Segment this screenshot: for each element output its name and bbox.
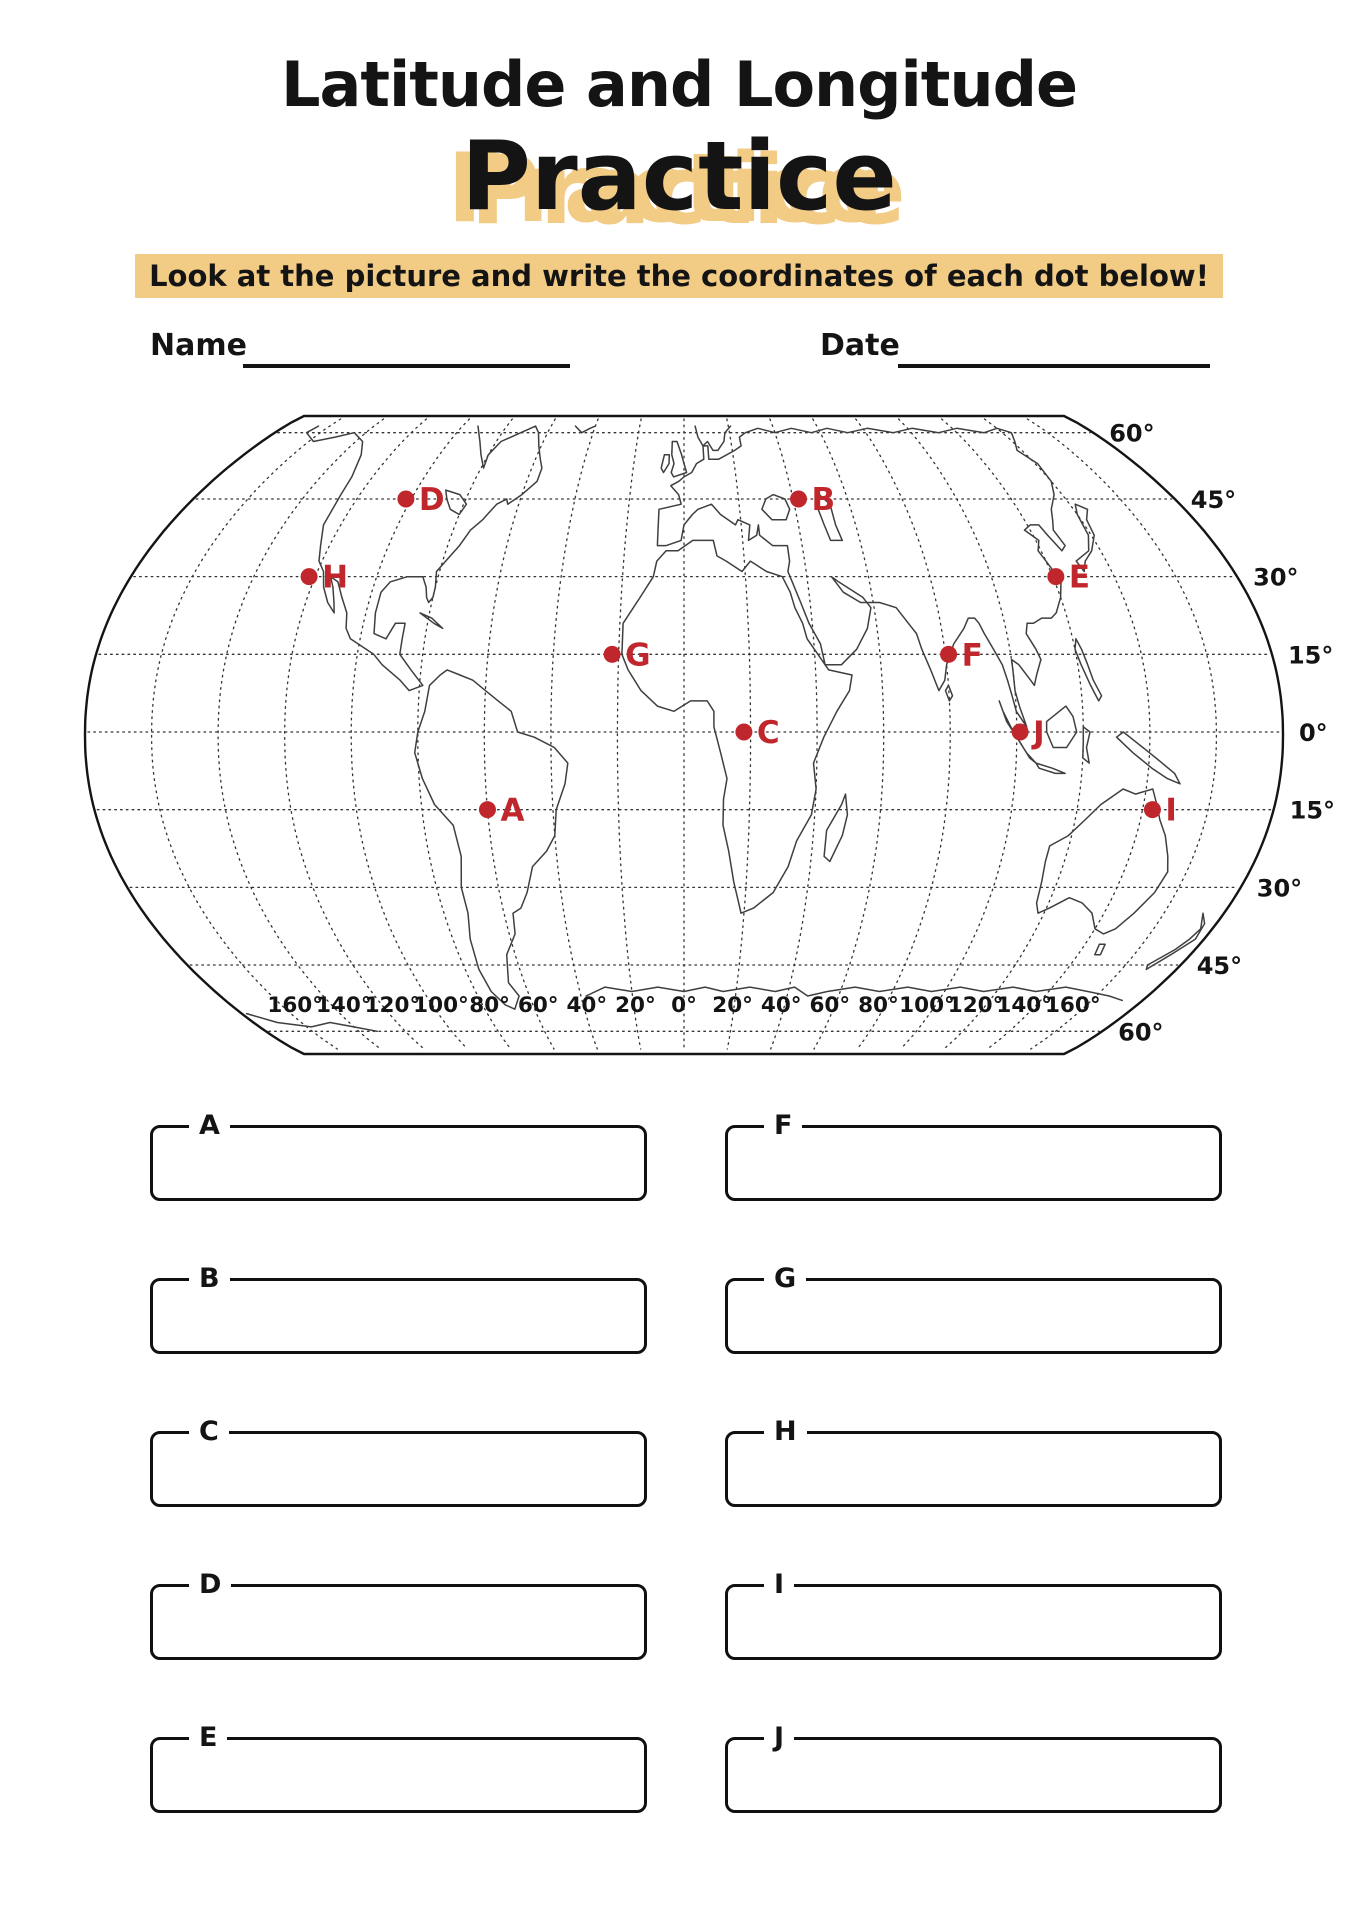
longitude-tick-label: 120° [947, 993, 1004, 1018]
map-dot-label-F: F [961, 637, 983, 674]
map-dot-label-C: C [756, 715, 780, 751]
graticule-meridian [484, 419, 555, 1049]
coastline [1095, 944, 1105, 954]
graticule-meridian [152, 419, 341, 1049]
answer-box-C[interactable] [150, 1416, 647, 1507]
longitude-tick-label: 160° [267, 993, 324, 1018]
answer-box-letter-C: C [189, 1416, 229, 1448]
answer-box-I[interactable] [725, 1569, 1222, 1660]
answer-box-letter-D: D [189, 1569, 231, 1601]
coastline [1036, 763, 1065, 773]
longitude-tick-label: 140° [315, 993, 372, 1018]
coastline [657, 428, 1065, 727]
coastline [420, 613, 443, 629]
longitude-tick-label: 120° [364, 993, 421, 1018]
coastline [762, 495, 790, 520]
longitude-tick-label: 160° [1044, 993, 1101, 1018]
answer-box-H[interactable] [725, 1416, 1222, 1507]
map-dot-G [604, 646, 621, 663]
coastline [307, 426, 542, 690]
graticule-meridian [218, 419, 383, 1049]
longitude-tick-label: 60° [809, 993, 851, 1018]
answer-box-A[interactable] [150, 1110, 647, 1201]
latitude-tick-label: 15° [1289, 796, 1336, 825]
graticule-meridian [617, 419, 641, 1049]
map-dot-H [301, 568, 318, 585]
answer-box-letter-F: F [764, 1110, 802, 1142]
graticule-meridian [813, 419, 884, 1049]
longitude-tick-label: 20° [712, 993, 753, 1018]
latitude-tick-label: 60° [1109, 419, 1155, 448]
longitude-tick-label: 0° [671, 993, 697, 1018]
answer-box-F[interactable] [725, 1110, 1222, 1201]
latitude-tick-label: 15° [1287, 641, 1334, 670]
map-dot-label-A: A [500, 792, 525, 829]
map-dot-I [1144, 801, 1161, 818]
name-label: Name [150, 328, 247, 363]
latitude-tick-label: 30° [1256, 874, 1303, 903]
answer-box-D[interactable] [150, 1569, 647, 1660]
coastline [247, 1014, 378, 1032]
latitude-tick-label: 60° [1118, 1018, 1164, 1047]
graticule-meridian [551, 419, 598, 1049]
latitude-tick-label: 45° [1190, 485, 1237, 514]
name-input-line[interactable] [243, 330, 570, 368]
map-dot-label-H: H [322, 559, 349, 596]
graticule-meridian [985, 419, 1150, 1049]
longitude-tick-label: 100° [899, 993, 955, 1018]
longitude-tick-label: 40° [566, 993, 608, 1018]
graticule-meridian [285, 419, 427, 1049]
map-outline [85, 416, 1283, 1054]
map-dot-label-E: E [1068, 559, 1091, 596]
graticule-meridian [1027, 419, 1216, 1049]
graticule-meridian [942, 419, 1084, 1049]
coastline [1146, 913, 1204, 969]
coastline [576, 426, 596, 433]
coastline [1117, 732, 1180, 784]
answer-box-letter-J: J [764, 1722, 794, 1754]
graticule-meridian [418, 419, 513, 1049]
map-dot-J [1012, 724, 1029, 741]
answer-box-letter-A: A [189, 1110, 230, 1142]
coastline [1037, 789, 1168, 934]
longitude-tick-label: 140° [996, 993, 1053, 1018]
map-dot-D [397, 490, 414, 507]
latitude-tick-label: 0° [1298, 719, 1328, 747]
answer-box-letter-I: I [764, 1569, 794, 1601]
graticule-meridian [856, 419, 951, 1049]
answer-box-letter-E: E [189, 1722, 227, 1754]
longitude-tick-label: 40° [760, 993, 802, 1018]
coastline [946, 685, 953, 701]
longitude-tick-label: 60° [517, 993, 559, 1018]
instruction-banner: Look at the picture and write the coordinates of each dot below! [135, 254, 1223, 298]
latitude-tick-label: 30° [1253, 563, 1299, 592]
map-dot-F [940, 646, 957, 663]
coastline [671, 442, 686, 477]
map-dot-label-B: B [811, 481, 836, 518]
coastline [586, 987, 1122, 1000]
map-dot-label-I: I [1165, 792, 1177, 829]
answer-box-letter-H: H [764, 1416, 807, 1448]
map-dot-E [1047, 568, 1064, 585]
map-dot-B [790, 490, 807, 507]
coastline [695, 426, 730, 450]
page-title-line1: Latitude and Longitude [280, 48, 1078, 121]
coastline [446, 490, 467, 514]
answer-box-B[interactable] [150, 1263, 647, 1354]
graticule-meridian [727, 419, 751, 1049]
map-dot-label-J: J [1033, 715, 1045, 751]
coastline [999, 701, 1036, 763]
coastline [816, 495, 842, 541]
longitude-tick-label: 80° [858, 993, 899, 1018]
map-dot-label-D: D [418, 481, 445, 518]
map-dot-C [735, 724, 752, 741]
page-title-line2: Practice [461, 122, 897, 232]
coastline [661, 455, 669, 473]
graticule-meridian [351, 419, 469, 1049]
longitude-tick-label: 100° [413, 993, 469, 1018]
coastline [1047, 706, 1077, 747]
coastline [1075, 504, 1094, 571]
map-dot-label-G: G [625, 637, 651, 674]
coastline [1083, 727, 1090, 763]
date-input-line[interactable] [898, 330, 1210, 368]
answer-box-E[interactable] [150, 1722, 647, 1813]
date-label: Date [820, 328, 900, 363]
coastline [1075, 639, 1102, 701]
answer-box-G[interactable] [725, 1263, 1222, 1354]
answer-box-J[interactable] [725, 1722, 1222, 1813]
longitude-tick-label: 20° [615, 993, 656, 1018]
latitude-tick-label: 45° [1196, 952, 1243, 981]
longitude-tick-label: 80° [469, 993, 510, 1018]
graticule-meridian [770, 419, 817, 1049]
answer-box-letter-G: G [764, 1263, 806, 1295]
answer-box-letter-B: B [189, 1263, 230, 1295]
graticule-meridian [899, 419, 1017, 1049]
coastline [622, 540, 852, 913]
coastline [824, 794, 847, 861]
coastline [415, 670, 568, 1009]
map-dot-A [479, 801, 496, 818]
